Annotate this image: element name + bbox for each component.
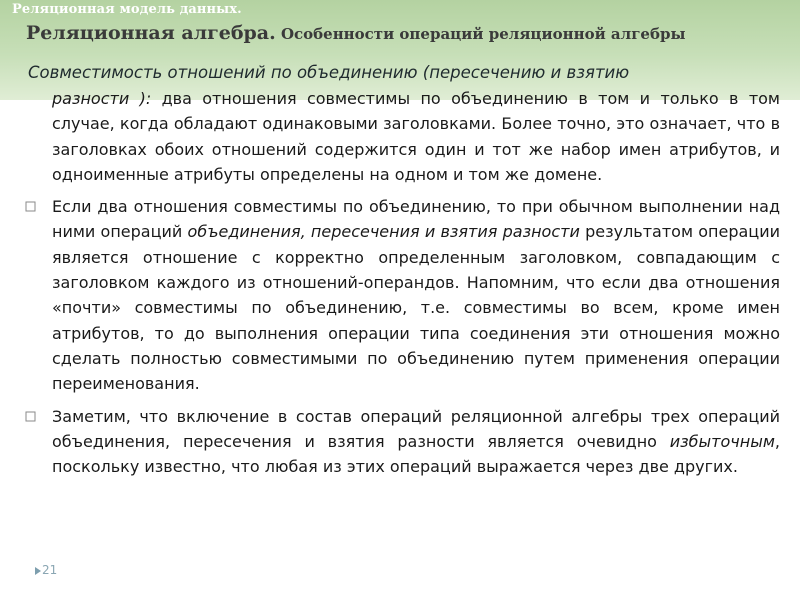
header-subtitle: Реляционная модель данных. bbox=[12, 2, 242, 17]
paragraph-2-text-a: Если два отношения совместимы по объединению, то при обычном выполнении над ними операций bbox=[52, 197, 780, 242]
paragraph-2-text-b: результатом операции является отношение с корректно определенным заголовком, совпадающим с заголовком каждого из отношений-операндов. Напомним, что если два отношения «почти» совместимы по объединению, т.е. совместимы во всем, кроме имен атрибутов, то до выполнения операции типа соединения эти отношения можно сделать полностью совместимыми по объединению путем применения операции переименования. bbox=[52, 222, 780, 394]
paragraph-1 bbox=[20, 86, 780, 187]
title-rest: Особенности операций реляционной алгебры bbox=[275, 25, 686, 43]
slide-title bbox=[26, 22, 686, 44]
paragraph-2 bbox=[20, 194, 780, 396]
paragraph-1-text: два отношения совместимы по объединению в том и только в том случае, когда обладают одинаковыми заголовками. Более точно, это означает, что в заголовках обоих отношений содержится один и тот же набор имен атрибутов, и одноименные атрибуты определены на одном и том же домене. bbox=[52, 89, 781, 184]
paragraph-1-italic: разности ): bbox=[52, 89, 152, 108]
title-main: Реляционная алгебра. bbox=[26, 22, 276, 44]
paragraph-2-italic: объединения, пересечения и взятия разности bbox=[187, 222, 580, 242]
lead-line: Совместимость отношений по объединению (пересечению и взятию bbox=[28, 63, 630, 82]
bullet-icon bbox=[25, 201, 37, 213]
paragraph-3-text-b: , поскольку известно, что любая из этих операций выражается через две других. bbox=[52, 431, 780, 477]
slide-header bbox=[0, 0, 800, 100]
paragraph-3-text-a: Заметим, что включение в состав операций реляционной алгебры трех операций объединения, пересечения и взятия разности является очевидно bbox=[52, 406, 780, 451]
slide-body bbox=[20, 86, 780, 486]
paragraph-3-italic: избыточным bbox=[669, 431, 775, 451]
bullet-icon bbox=[25, 411, 37, 423]
paragraph-3 bbox=[20, 404, 780, 480]
page-number: 21 bbox=[42, 563, 58, 577]
triangle-arrow-icon bbox=[35, 567, 41, 575]
